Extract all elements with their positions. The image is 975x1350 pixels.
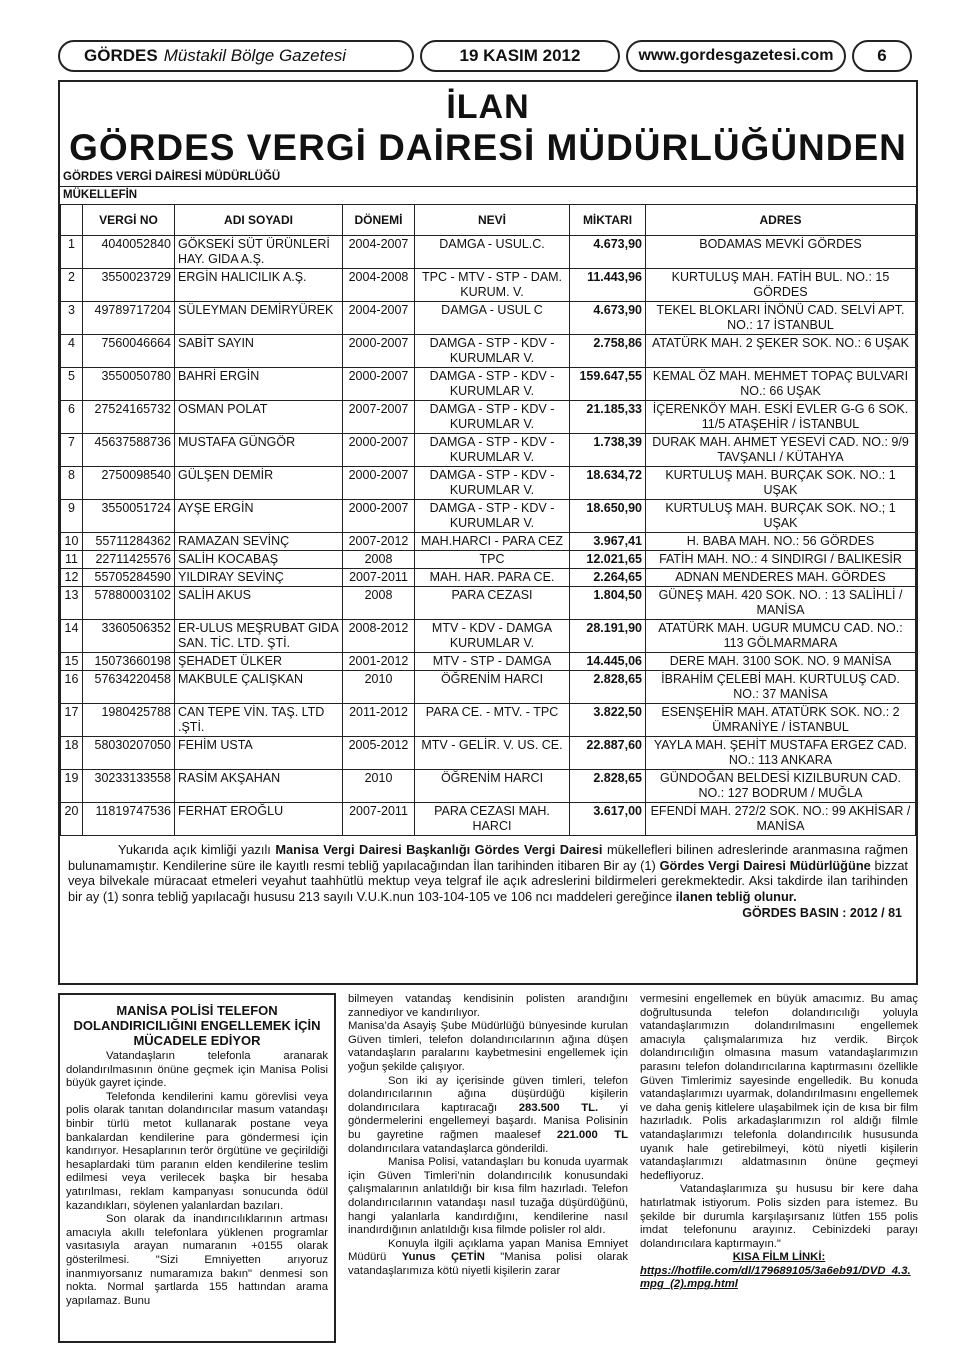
row-amount: 2.828,65 — [570, 671, 646, 704]
article-column-1 — [58, 993, 336, 1343]
row-name: MAKBULE ÇALIŞKAN — [175, 671, 343, 704]
row-amount: 14.445,06 — [570, 653, 646, 671]
col-header-name: ADI SOYADI — [175, 205, 343, 236]
row-vergi-no: 3550051724 — [83, 500, 175, 533]
row-type: DAMGA - USUL.C. — [415, 236, 570, 269]
row-amount: 1.804,50 — [570, 587, 646, 620]
row-name: ER-ULUS MEŞRUBAT GIDA SAN. TİC. LTD. ŞTİ. — [175, 620, 343, 653]
row-name: OSMAN POLAT — [175, 401, 343, 434]
table-row — [61, 653, 916, 671]
row-amount: 159.647,55 — [570, 368, 646, 401]
row-type: DAMGA - STP - KDV - KURUMLAR V. — [415, 434, 570, 467]
row-vergi-no: 7560046664 — [83, 335, 175, 368]
row-period: 2004-2007 — [343, 302, 415, 335]
article-c2-p3e: dolandırıcılara vatandaşlarca gönderildi. — [348, 1142, 549, 1155]
row-amount: 18.650,90 — [570, 500, 646, 533]
row-address: BODAMAS MEVKİ GÖRDES — [646, 236, 916, 269]
table-row — [61, 269, 916, 302]
row-name: ERGİN HALICILIK A.Ş. — [175, 269, 343, 302]
row-amount: 21.185,33 — [570, 401, 646, 434]
table-row — [61, 236, 916, 269]
short-film-link[interactable]: https://hotfile.com/dl/179689105/3a6eb91/DVD_4.3.mpg_(2).mpg.html — [640, 1264, 911, 1291]
row-type: MTV - KDV - DAMGA KURUMLAR V. — [415, 620, 570, 653]
table-row — [61, 500, 916, 533]
row-vergi-no: 55711284362 — [83, 533, 175, 551]
article-c1-p3: Son olarak da inandırıcılıklarının artması amacıyla akıllı telefonlara yüklenen programlar vasıtasıyla arayan numaranın +0155 olarak gösterilmesi. "Sizi Emniyetten arıyoruz inanmıyorsanız numaramıza bakın" denmesi son nokta. Normal şartlarda 155 hattından arama yapılamaz. Bunu — [66, 1213, 328, 1307]
table-row — [61, 551, 916, 569]
row-index: 7 — [61, 434, 83, 467]
row-period: 2005-2012 — [343, 737, 415, 770]
article-column-3 — [640, 993, 918, 1292]
row-amount: 2.264,65 — [570, 569, 646, 587]
table-row — [61, 434, 916, 467]
row-type: TPC - MTV - STP - DAM. KURUM. V. — [415, 269, 570, 302]
row-address: İÇERENKÖY MAH. ESKİ EVLER G-G 6 SOK. 11/5 ATAŞEHİR / İSTANBUL — [646, 401, 916, 434]
row-vergi-no: 3550023729 — [83, 269, 175, 302]
table-row — [61, 620, 916, 653]
col-header-period: DÖNEMİ — [343, 205, 415, 236]
row-vergi-no: 11819747536 — [83, 803, 175, 836]
row-period: 2004-2007 — [343, 236, 415, 269]
row-amount: 12.021,65 — [570, 551, 646, 569]
row-period: 2000-2007 — [343, 434, 415, 467]
row-address: KURTULUŞ MAH. BURÇAK SOK. NO.: 1 UŞAK — [646, 467, 916, 500]
notice-part-3: bizzat veya bilvekale müracaat etmeleri veyahut taahhütlü mektup veya telgraf ile açık adreslerini bildirmeleri gerekmektedir. Aksi takdirde ilan tarihinden bir ay (1) sonra tebliğ yapılacağı hususu 213 sayılı V.U.K.nun 103-104-105 ve 106 ncı maddeleri gereğince — [68, 857, 908, 904]
row-vergi-no: 58030207050 — [83, 737, 175, 770]
article-c2-p3d: 221.000 TL — [556, 1128, 628, 1141]
article-c2-p5a: Konuyla ilgili açıklama yapan Manisa Emniyet Müdürü — [348, 1237, 628, 1264]
row-name: FERHAT EROĞLU — [175, 803, 343, 836]
row-address: ESENŞEHİR MAH. ATATÜRK SOK. NO.: 2 ÜMRANİYE / İSTANBUL — [646, 704, 916, 737]
row-vergi-no: 27524165732 — [83, 401, 175, 434]
row-type: DAMGA - STP - KDV - KURUMLAR V. — [415, 500, 570, 533]
table-row — [61, 368, 916, 401]
row-vergi-no: 45637588736 — [83, 434, 175, 467]
row-index: 5 — [61, 368, 83, 401]
notice-part-1: Yukarıda açık kimliği yazılı — [118, 842, 276, 857]
article-c1-p2: Telefonda kendilerini kamu görevlisi veya polis olarak tanıtan dolandırıcılar masum vatandaşı binbir türlü metot kullanarak postane veya bankalardan kendilerine para göndermesi için kandırıyor. Hesaplarının terör örgütüne ve geçirildiği hesaplardaki tüm paranın elden kendilerine teslim edilmesi veya verilecek başka bir hesaba yatırılması, reklam kampanyası sonucunda ödül kazandıkları, söylenen yalanlardan bazıları. — [66, 1090, 328, 1212]
row-vergi-no: 3360506352 — [83, 620, 175, 653]
row-vergi-no: 55705284590 — [83, 569, 175, 587]
row-name: GÖKSEKİ SÜT ÜRÜNLERİ HAY. GIDA A.Ş. — [175, 236, 343, 269]
row-index: 20 — [61, 803, 83, 836]
row-index: 2 — [61, 269, 83, 302]
row-address: KEMAL ÖZ MAH. MEHMET TOPAÇ BULVARI NO.: 66 UŞAK — [646, 368, 916, 401]
row-index: 9 — [61, 500, 83, 533]
row-type: DAMGA - STP - KDV - KURUMLAR V. — [415, 335, 570, 368]
section-label: MÜKELLEFİN — [60, 186, 916, 204]
ilan-subtitle: GÖRDES VERGİ DAİRESİ MÜDÜRLÜĞÜNDEN — [69, 127, 907, 168]
table-row — [61, 587, 916, 620]
row-address: İBRAHİM ÇELEBİ MAH. KURTULUŞ CAD. NO.: 37 MANİSA — [646, 671, 916, 704]
basin-reference: GÖRDES BASIN : 2012 / 81 — [742, 906, 902, 920]
row-index: 15 — [61, 653, 83, 671]
row-index: 16 — [61, 671, 83, 704]
paper-tagline: Müstakil Bölge Gazetesi — [163, 46, 347, 65]
row-amount: 18.634,72 — [570, 467, 646, 500]
table-row — [61, 569, 916, 587]
article-c2-p3a: Son iki ay içerisinde güven timleri, telefon dolandırıcılarının ağına düşürdüğü kişilerin dolandırıcılara kaptıracağı — [348, 1074, 628, 1114]
article-c2-p3b: 283.500 TL. — [518, 1101, 599, 1114]
row-address: DURAK MAH. AHMET YESEVİ CAD. NO.: 9/9 TAVŞANLI / KÜTAHYA — [646, 434, 916, 467]
row-period: 2007-2012 — [343, 533, 415, 551]
row-vergi-no: 57634220458 — [83, 671, 175, 704]
row-name: AYŞE ERGİN — [175, 500, 343, 533]
row-amount: 3.967,41 — [570, 533, 646, 551]
row-vergi-no: 1980425788 — [83, 704, 175, 737]
notice-text — [60, 836, 916, 904]
article-c3-p1: vermesini engellemek en büyük amacımız. Bu amaç doğrultusunda telefon dolandırıcılığı yoluyla vatandaşlarımızın dolandırılmasını engellemek amacıyla çalışmalarımıza hız verdik. Birçok dolandırıcılığın olmasına masum vatandaşlarımızın parasını telefon dolandırıcılarına kaptırmasını özellikle Güven Timlerimiz sayesinde engelledik. Bu konuda vatandaşlarımızı uyarmak, dolandırılmasını engellemek ve daha geniş kitlelere ulaşabilmek için de kısa bir film hazırladık. Polis arkadaşlarımızın rol aldığı filmle vatandaşlarımızı telefonla dolandırıcılık hususunda uyanık hale getirebilmeyi, kötü niyetli kişilerin vatandaşlarımızı aldatmasının önüne geçmeyi hedefliyoruz. — [640, 993, 918, 1182]
page-number: 6 — [852, 40, 912, 72]
article-c3-p2: Vatandaşlarımıza şu hususu bir kere daha hatırlatmak istiyorum. Polis sizden para istemez. Bu şekilde bir durumla karşılaşırsanız lütfen 155 polis imdat telefonunu arayınız. Cebinizdeki parayı dolandırıcılara kaptırmayın." — [640, 1183, 918, 1250]
table-row — [61, 704, 916, 737]
row-name: SABİT SAYIN — [175, 335, 343, 368]
row-vergi-no: 30233133558 — [83, 770, 175, 803]
notice-bold-3: ilanen tebliğ olunur. — [675, 888, 797, 904]
row-vergi-no: 57880003102 — [83, 587, 175, 620]
col-header-address: ADRES — [646, 205, 916, 236]
row-amount: 4.673,90 — [570, 236, 646, 269]
row-address: ATATÜRK MAH. 2 ŞEKER SOK. NO.: 6 UŞAK — [646, 335, 916, 368]
row-type: ÖĞRENİM HARCI — [415, 671, 570, 704]
row-period: 2007-2011 — [343, 803, 415, 836]
row-period: 2008 — [343, 551, 415, 569]
row-name: CAN TEPE VİN. TAŞ. LTD .ŞTİ. — [175, 704, 343, 737]
row-name: BAHRİ ERGİN — [175, 368, 343, 401]
row-type: PARA CEZASI — [415, 587, 570, 620]
row-address: TEKEL BLOKLARI İNÖNÜ CAD. SELVİ APT. NO.: 17 İSTANBUL — [646, 302, 916, 335]
article-c2-p5c: "Manisa polisi olarak vatandaşlarımıza kötü niyetli kişilerin zarar — [348, 1251, 628, 1277]
row-address: GÜNDOĞAN BELDESİ KIZILBURUN CAD. NO.: 127 BODRUM / MUĞLA — [646, 770, 916, 803]
row-period: 2000-2007 — [343, 368, 415, 401]
row-name: GÜLŞEN DEMİR — [175, 467, 343, 500]
row-type: MTV - STP - DAMGA — [415, 653, 570, 671]
paper-name: GÖRDES — [84, 46, 158, 65]
table-row — [61, 401, 916, 434]
row-name: YILDIRAY SEVİNÇ — [175, 569, 343, 587]
office-name: GÖRDES VERGİ DAİRESİ MÜDÜRLÜĞÜ — [63, 171, 281, 183]
row-index: 8 — [61, 467, 83, 500]
article-c1-p1: Vatandaşların telefonla aranarak dolandırılmasının önüne geçmek için Manisa Polisi büyük gayret içinde. — [66, 1050, 328, 1090]
row-name: ŞEHADET ÜLKER — [175, 653, 343, 671]
row-amount: 11.443,96 — [570, 269, 646, 302]
row-period: 2004-2008 — [343, 269, 415, 302]
row-name: FEHİM USTA — [175, 737, 343, 770]
row-amount: 28.191,90 — [570, 620, 646, 653]
row-period: 2007-2007 — [343, 401, 415, 434]
article-c2-p4: Manisa Polisi, vatandaşları bu konuda uyarmak için Güven Timleri’nin dolandırıcılık konusundaki çalışmalarının anlatıldığı bir kısa film hazırladı. Telefon dolandırıcılarının vatandaşı nasıl tuzağa düşürdüğünü, hangi yalanlarla kandırdığını, kendilerine nasıl inandırdığının anlatıldığı kısa filmde polisler rol aldı. — [348, 1156, 628, 1237]
table-body — [61, 236, 916, 836]
row-period: 2001-2012 — [343, 653, 415, 671]
row-period: 2008-2012 — [343, 620, 415, 653]
table-row — [61, 770, 916, 803]
row-vergi-no: 4040052840 — [83, 236, 175, 269]
row-vergi-no: 49789717204 — [83, 302, 175, 335]
row-index: 14 — [61, 620, 83, 653]
table-row — [61, 533, 916, 551]
issue-date: 19 KASIM 2012 — [420, 40, 620, 72]
paper-name-pill — [58, 40, 414, 72]
col-header-type: NEVİ — [415, 205, 570, 236]
row-type: MAH. HAR. PARA CE. — [415, 569, 570, 587]
row-name: RAMAZAN SEVİNÇ — [175, 533, 343, 551]
row-index: 18 — [61, 737, 83, 770]
table-row — [61, 737, 916, 770]
col-header-vergi-no: VERGİ NO — [83, 205, 175, 236]
row-index: 10 — [61, 533, 83, 551]
row-vergi-no: 15073660198 — [83, 653, 175, 671]
notice-part-2: mükellefleri bilinen adreslerinde aranmasına rağmen bulunamamıştır. Kendilerine süre ile kayıtlı resmi tebliğ yapılacağından İlan tarihinden itibaren Bir ay (1) — [68, 842, 908, 873]
row-type: DAMGA - STP - KDV - KURUMLAR V. — [415, 368, 570, 401]
row-vergi-no: 22711425576 — [83, 551, 175, 569]
row-index: 19 — [61, 770, 83, 803]
table-header-row — [61, 205, 916, 236]
row-type: PARA CEZASI MAH. HARCI — [415, 803, 570, 836]
row-address: DERE MAH. 3100 SOK. NO. 9 MANİSA — [646, 653, 916, 671]
short-film-label: KISA FİLM LİNKİ: — [732, 1251, 826, 1264]
article-c2-p3c: yi göndermelerini engellemeyi başardı. Manisa Polisinin bu gayretine rağmen maalesef — [348, 1101, 628, 1141]
website-link[interactable]: www.gordesgazetesi.com — [626, 40, 846, 72]
row-index: 3 — [61, 302, 83, 335]
row-index: 12 — [61, 569, 83, 587]
row-type: TPC — [415, 551, 570, 569]
article-c2-p5b: Yunus ÇETİN — [401, 1251, 485, 1264]
row-address: GÜNEŞ MAH. 420 SOK. NO. : 13 SALİHLİ / MANİSA — [646, 587, 916, 620]
row-address: KURTULUŞ MAH. BURÇAK SOK. NO.; 1 UŞAK — [646, 500, 916, 533]
table-row — [61, 335, 916, 368]
table-row — [61, 302, 916, 335]
row-period: 2000-2007 — [343, 467, 415, 500]
row-index: 13 — [61, 587, 83, 620]
row-address: YAYLA MAH. ŞEHİT MUSTAFA ERGEZ CAD. NO.: 113 ANKARA — [646, 737, 916, 770]
row-amount: 2.828,65 — [570, 770, 646, 803]
table-row — [61, 803, 916, 836]
row-index: 1 — [61, 236, 83, 269]
row-name: RASİM AKŞAHAN — [175, 770, 343, 803]
row-type: MTV - GELİR. V. US. CE. — [415, 737, 570, 770]
row-period: 2010 — [343, 671, 415, 704]
col-header-amount: MİKTARI — [570, 205, 646, 236]
row-amount: 4.673,90 — [570, 302, 646, 335]
row-index: 6 — [61, 401, 83, 434]
notice-bold-1: Manisa Vergi Dairesi Başkanlığı Gördes Vergi Dairesi — [275, 842, 603, 857]
row-address: ADNAN MENDERES MAH. GÖRDES — [646, 569, 916, 587]
row-vergi-no: 2750098540 — [83, 467, 175, 500]
row-type: DAMGA - STP - KDV - KURUMLAR V. — [415, 401, 570, 434]
row-type: PARA CE. - MTV. - TPC — [415, 704, 570, 737]
row-address: FATİH MAH. NO.: 4 SINDIRGI / BALIKESİR — [646, 551, 916, 569]
table-row — [61, 467, 916, 500]
row-address: ATATÜRK MAH. UGUR MUMCU CAD. NO.: 113 GÖLMARMARA — [646, 620, 916, 653]
ilan-box — [58, 80, 918, 985]
row-type: DAMGA - USUL C — [415, 302, 570, 335]
row-amount: 2.758,86 — [570, 335, 646, 368]
row-period: 2010 — [343, 770, 415, 803]
row-type: MAH.HARCI - PARA CEZ — [415, 533, 570, 551]
row-amount: 3.617,00 — [570, 803, 646, 836]
row-index: 4 — [61, 335, 83, 368]
row-type: DAMGA - STP - KDV - KURUMLAR V. — [415, 467, 570, 500]
row-index: 11 — [61, 551, 83, 569]
row-name: MUSTAFA GÜNGÖR — [175, 434, 343, 467]
table-row — [61, 671, 916, 704]
row-period: 2008 — [343, 587, 415, 620]
row-period: 2000-2007 — [343, 500, 415, 533]
article-c2-p2: Manisa’da Asayiş Şube Müdürlüğü bünyesinde kurulan Güven timleri, telefon dolandırıcılarının ağına düşen vatandaşların paralarını kaybetmesini engellemek için yoğun şekilde çalışıyor. — [348, 1020, 628, 1073]
ilan-title: İLAN — [446, 88, 530, 126]
row-amount: 3.822,50 — [570, 704, 646, 737]
article-column-2 — [348, 993, 628, 1278]
row-period: 2007-2011 — [343, 569, 415, 587]
notice-bold-2: Gördes Vergi Dairesi Müdürlüğüne — [659, 857, 871, 873]
col-header-index — [61, 205, 83, 236]
taxpayer-table — [60, 204, 916, 836]
page-header — [58, 40, 918, 78]
article-c2-p1: bilmeyen vatandaş kendisinin polisten arandığını zannediyor ve kandırılıyor. — [348, 993, 628, 1019]
row-index: 17 — [61, 704, 83, 737]
row-address: EFENDİ MAH. 272/2 SOK. NO.: 99 AKHİSAR / MANİSA — [646, 803, 916, 836]
row-name: SÜLEYMAN DEMİRYÜREK — [175, 302, 343, 335]
row-period: 2011-2012 — [343, 704, 415, 737]
row-amount: 22.887,60 — [570, 737, 646, 770]
article-title: MANİSA POLİSİ TELEFON DOLANDIRICILIĞINI ENGELLEMEK İÇİN MÜCADELE EDİYOR — [73, 1003, 321, 1048]
row-name: SALİH AKUS — [175, 587, 343, 620]
row-period: 2000-2007 — [343, 335, 415, 368]
row-name: SALİH KOCABAŞ — [175, 551, 343, 569]
row-vergi-no: 3550050780 — [83, 368, 175, 401]
row-address: H. BABA MAH. NO.: 56 GÖRDES — [646, 533, 916, 551]
row-amount: 1.738,39 — [570, 434, 646, 467]
row-type: ÖĞRENİM HARCI — [415, 770, 570, 803]
row-address: KURTULUŞ MAH. FATİH BUL. NO.: 15 GÖRDES — [646, 269, 916, 302]
